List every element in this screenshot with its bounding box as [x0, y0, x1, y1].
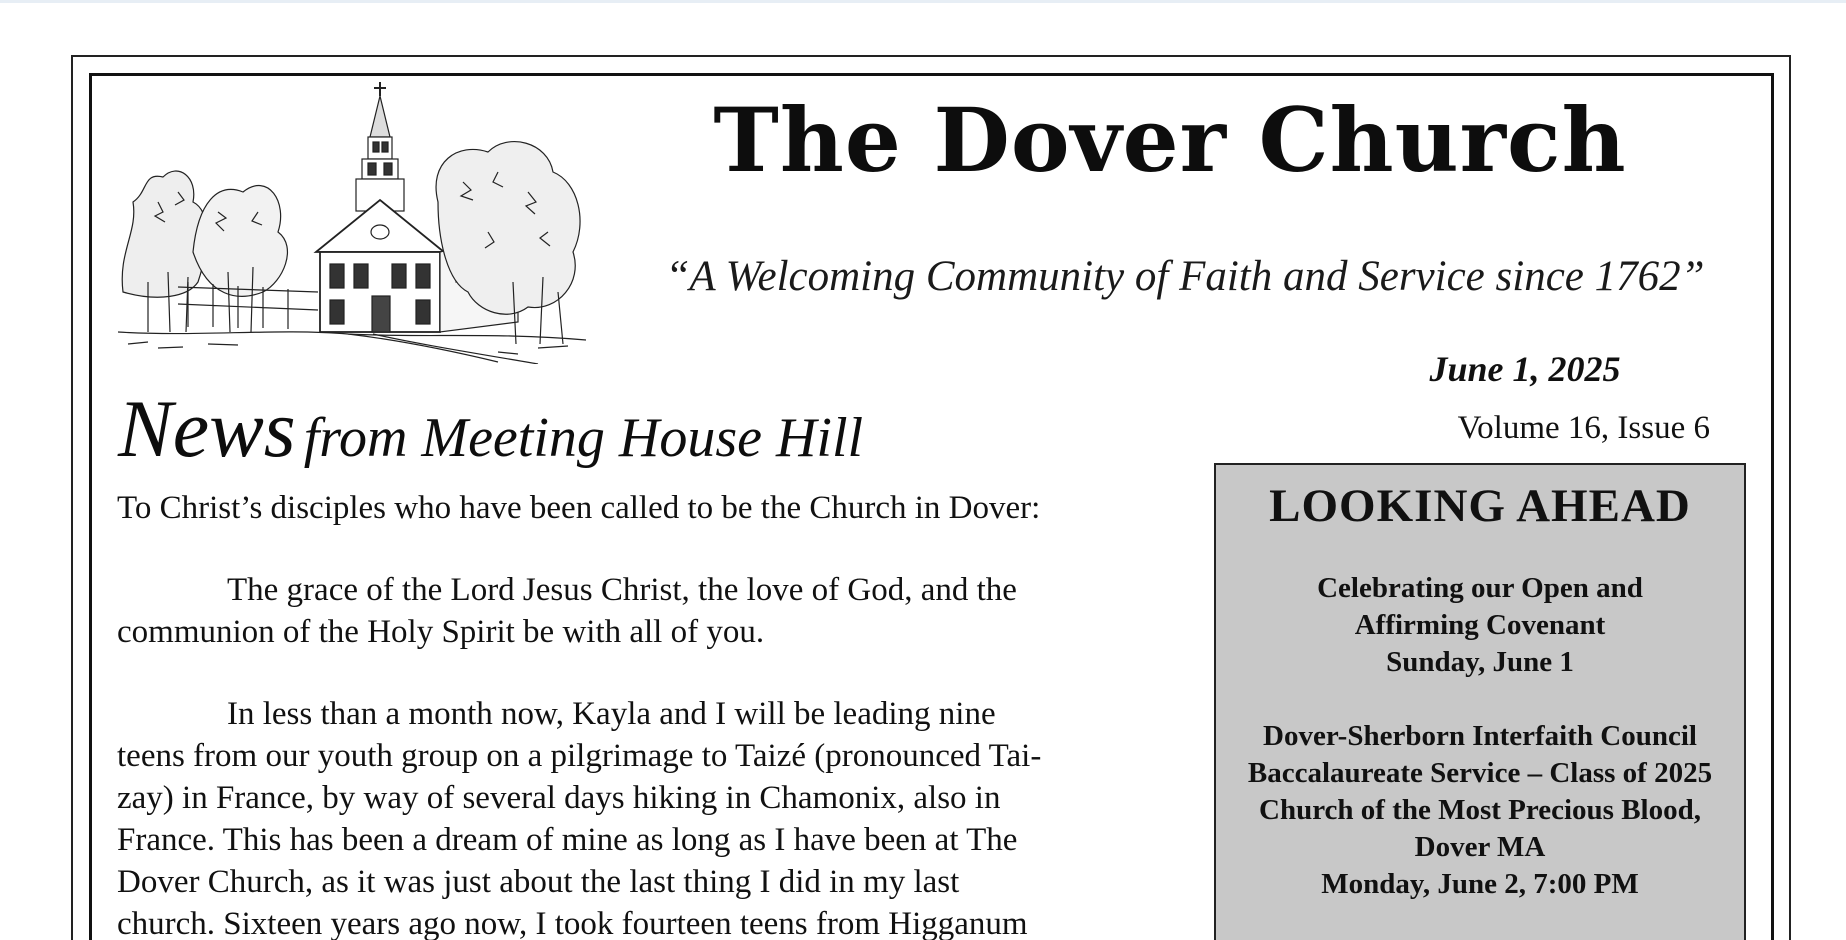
volume-issue: Volume 16, Issue 6	[1457, 410, 1710, 446]
newsletter-title: The Dover Church	[713, 88, 1627, 192]
letter-salutation: To Christ’s disciples who have been called to be the Church in Dover:	[117, 490, 1041, 526]
masthead-subtitle: from Meeting House Hill	[303, 407, 864, 469]
event-line: Dover MA	[1414, 831, 1546, 863]
looking-ahead-box	[1214, 463, 1746, 940]
letter-body-line: In less than a month now, Kayla and I will be leading nine	[227, 696, 996, 732]
letter-body-line: zay) in France, by way of several days hiking in Chamonix, also in	[117, 780, 1001, 816]
letter-grace-line: communion of the Holy Spirit be with all of you.	[117, 614, 765, 650]
pastor-letter	[117, 487, 1177, 940]
section-masthead	[118, 382, 863, 476]
event-line: Celebrating our Open and	[1317, 572, 1643, 604]
event-line: Church of the Most Precious Blood,	[1259, 794, 1701, 826]
letter-body-line: teens from our youth group on a pilgrimage to Taizé (pronounced Tai-	[117, 738, 1042, 774]
event-line: Dover-Sherborn Interfaith Council	[1263, 720, 1697, 752]
event-baccalaureate	[1216, 718, 1744, 903]
issue-date: June 1, 2025	[1429, 349, 1621, 389]
event-line: Baccalaureate Service – Class of 2025	[1247, 757, 1713, 789]
event-date: Monday, June 2, 7:00 PM	[1321, 868, 1639, 900]
top-edge-line	[0, 0, 1846, 3]
masthead-news-word: News	[118, 383, 296, 474]
letter-grace-line: The grace of the Lord Jesus Christ, the love of God, and the	[227, 572, 1017, 608]
letter-body-line: church. Sixteen years ago now, I took fourteen teens from Higganum	[117, 906, 1028, 940]
church-sketch-icon	[118, 82, 586, 364]
letter-body-line: Dover Church, as it was just about the last thing I did in my last	[117, 864, 960, 900]
event-line: Affirming Covenant	[1354, 609, 1606, 641]
tagline: “A Welcoming Community of Faith and Service since 1762”	[665, 253, 1705, 300]
looking-ahead-heading: LOOKING AHEAD	[1269, 480, 1691, 532]
event-open-affirming	[1216, 570, 1744, 681]
letter-body-line: France. This has been a dream of mine as long as I have been at The	[117, 822, 1018, 858]
event-date: Sunday, June 1	[1386, 646, 1574, 678]
